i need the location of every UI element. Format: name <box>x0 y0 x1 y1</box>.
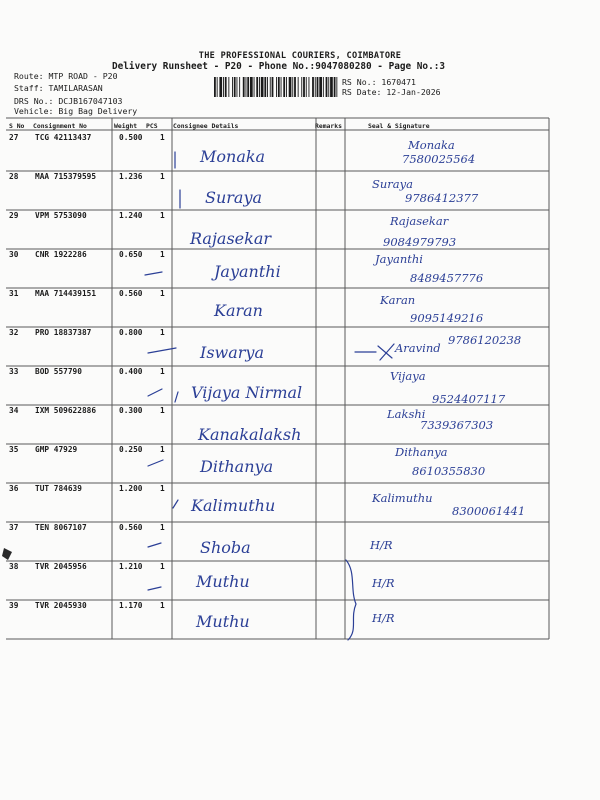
handwritten-phone: 8300061441 <box>452 504 526 518</box>
staff-text: Staff: TAMILARASAN <box>14 83 103 93</box>
row-sno: 32 <box>9 328 19 337</box>
handwritten-signature: Dithanya <box>395 445 448 459</box>
handwritten-remark-hr: H/R <box>372 576 395 590</box>
handwritten-consignee-name: Rajasekar <box>190 229 272 248</box>
row-consignment-no: TCG 42113437 <box>35 133 92 142</box>
row-pcs: 1 <box>160 445 165 454</box>
row-weight: 0.560 <box>119 289 143 298</box>
col-seal-signature: Seal & Signature <box>368 122 430 130</box>
row-consignment-no: TVR 2045956 <box>35 562 87 571</box>
row-pcs: 1 <box>160 133 165 142</box>
row-pcs: 1 <box>160 523 165 532</box>
row-weight: 1.210 <box>119 562 143 571</box>
row-consignment-no: TVR 2045930 <box>35 601 87 610</box>
row-sno: 29 <box>9 211 19 220</box>
handwritten-consignee-name: Iswarya <box>200 343 264 362</box>
handwritten-signature: Vijaya <box>390 369 426 383</box>
row-pcs: 1 <box>160 211 165 220</box>
row-pcs: 1 <box>160 601 165 610</box>
row-consignment-no: CNR 1922286 <box>35 250 87 259</box>
row-sno: 37 <box>9 523 19 532</box>
handwritten-consignee-name: Muthu <box>196 612 250 631</box>
handwritten-phone: 8489457776 <box>410 271 484 285</box>
row-consignment-no: PRO 18837387 <box>35 328 92 337</box>
rs-date: RS Date: 12-Jan-2026 <box>342 87 441 97</box>
handwritten-consignee-name: Muthu <box>196 572 250 591</box>
row-weight: 1.240 <box>119 211 143 220</box>
row-pcs: 1 <box>160 406 165 415</box>
row-consignment-no: VPM 5753090 <box>35 211 87 220</box>
handwritten-signature: Kalimuthu <box>372 491 433 505</box>
row-pcs: 1 <box>160 328 165 337</box>
row-consignment-no: IXM 509622886 <box>35 406 97 415</box>
row-weight: 0.500 <box>119 133 143 142</box>
row-sno: 34 <box>9 406 19 415</box>
handwritten-signature: Lakshi <box>387 407 426 421</box>
handwritten-signature: Suraya <box>372 177 413 191</box>
col-consignment: Consignment No <box>33 122 87 130</box>
row-weight: 1.236 <box>119 172 143 181</box>
rs-number: RS No.: 1670471 <box>342 77 416 87</box>
row-weight: 1.170 <box>119 601 143 610</box>
row-weight: 0.300 <box>119 406 143 415</box>
row-pcs: 1 <box>160 367 165 376</box>
handwritten-consignee-name: Kanakalaksh <box>198 425 302 444</box>
runsheet-title: Delivery Runsheet - P20 - Phone No.:9047080280 - Page No.:3 <box>112 61 446 72</box>
col-consignee: Consignee Details <box>173 122 239 130</box>
row-weight: 0.650 <box>119 250 143 259</box>
handwritten-signature: Karan <box>380 293 416 307</box>
company-name: THE PROFESSIONAL COURIERS, COIMBATORE <box>198 51 402 61</box>
row-sno: 30 <box>9 250 19 259</box>
row-pcs: 1 <box>160 289 165 298</box>
row-pcs: 1 <box>160 484 165 493</box>
row-weight: 1.200 <box>119 484 143 493</box>
row-weight: 0.560 <box>119 523 143 532</box>
row-pcs: 1 <box>160 562 165 571</box>
handwritten-consignee-name: Shoba <box>200 538 251 557</box>
row-consignment-no: TEN 8067107 <box>35 523 87 532</box>
col-remarks: Remarks <box>315 122 342 130</box>
vehicle-text: Vehicle: Big Bag Delivery <box>14 106 138 116</box>
row-sno: 36 <box>9 484 19 493</box>
handwritten-consignee-name: Karan <box>214 301 263 320</box>
row-consignment-no: BOD 557790 <box>35 367 82 376</box>
handwritten-consignee-name: Dithanya <box>200 457 274 476</box>
handwritten-phone: 9084979793 <box>383 235 457 249</box>
row-consignment-no: TUT 784639 <box>35 484 82 493</box>
row-pcs: 1 <box>160 250 165 259</box>
handwritten-signature: Aravind <box>395 341 441 355</box>
col-weight: Weight <box>114 122 138 130</box>
row-consignment-no: MAA 714439151 <box>35 289 97 298</box>
handwritten-phone: 9786120238 <box>448 333 522 347</box>
row-weight: 0.250 <box>119 445 143 454</box>
row-sno: 39 <box>9 601 19 610</box>
row-sno: 31 <box>9 289 19 298</box>
row-sno: 38 <box>9 562 19 571</box>
row-consignment-no: MAA 715379595 <box>35 172 97 181</box>
handwritten-consignee-name: Kalimuthu <box>191 496 276 515</box>
handwritten-remark-hr: H/R <box>370 538 393 552</box>
handwritten-consignee-name: Suraya <box>205 188 263 207</box>
handwritten-phone: 8610355830 <box>412 464 486 478</box>
handwritten-phone: 7580025564 <box>402 152 476 166</box>
handwritten-phone: 9786412377 <box>405 191 479 205</box>
handwritten-phone: 9095149216 <box>410 311 484 325</box>
row-sno: 27 <box>9 133 19 142</box>
handwritten-remark-hr: H/R <box>372 611 395 625</box>
col-sno: S No <box>9 122 25 130</box>
row-pcs: 1 <box>160 172 165 181</box>
row-weight: 0.400 <box>119 367 143 376</box>
route-text: Route: MTP ROAD - P20 <box>14 71 118 81</box>
handwritten-signature: Jayanthi <box>375 252 423 266</box>
row-weight: 0.800 <box>119 328 143 337</box>
handwritten-signature: Monaka <box>408 138 455 152</box>
row-sno: 33 <box>9 367 19 376</box>
row-sno: 28 <box>9 172 19 181</box>
handwritten-phone: 7339367303 <box>420 418 494 432</box>
handwritten-consignee-name: Vijaya Nirmal <box>191 383 303 402</box>
handwritten-phone: 9524407117 <box>432 392 506 406</box>
handwritten-consignee-name: Monaka <box>200 147 266 166</box>
row-sno: 35 <box>9 445 19 454</box>
drs-number: DRS No.: DCJB167047103 <box>14 96 123 106</box>
handwritten-consignee-name: Jayanthi <box>214 262 281 281</box>
col-pcs: PCS <box>146 122 158 130</box>
handwritten-signature: Rajasekar <box>390 214 449 228</box>
row-consignment-no: GMP 47929 <box>35 445 78 454</box>
